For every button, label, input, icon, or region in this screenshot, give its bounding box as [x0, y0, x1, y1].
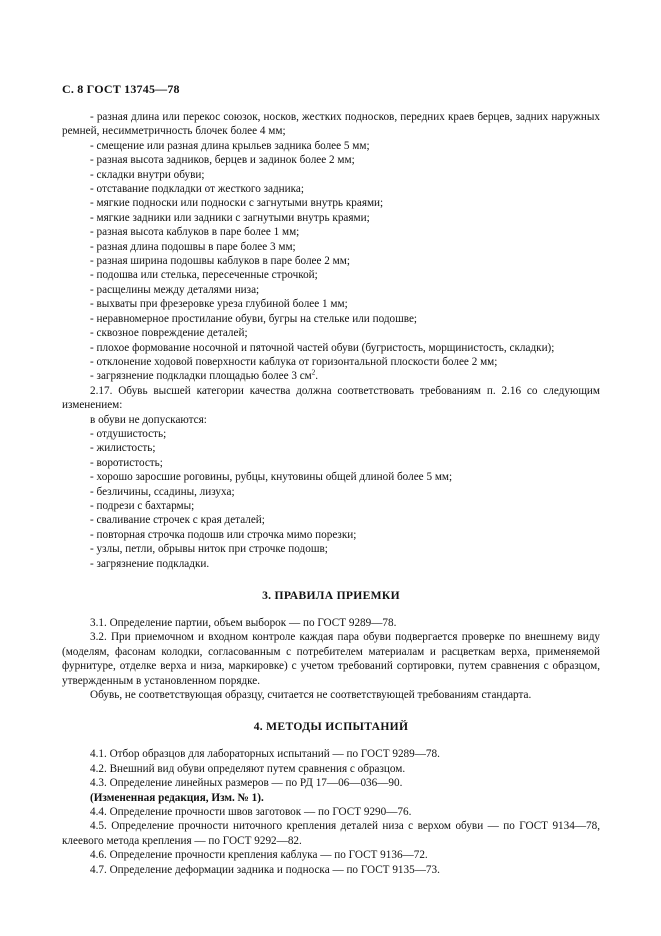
list-item: - разная длина или перекос союзок, носков, жестких подносков, передних краев берцев, задних наружных ремней, несимметричность блочек более 4 мм; [62, 111, 600, 138]
paragraph-not-allowed: в обуви не допускаются: [90, 413, 207, 426]
superscript: 2 [311, 368, 316, 377]
list-item: - разная ширина подошвы каблуков в паре более 2 мм; [90, 255, 350, 268]
list-item: - складки внутри обуви; [90, 168, 205, 181]
paragraph-3-3: Обувь, не соответствующая образцу, считается не соответствующей требованиям стандарта. [90, 689, 532, 702]
list-item: - сваливание строчек с края деталей; [90, 514, 265, 527]
paragraph-4-3: 4.3. Определение линейных размеров — по РД 17—06—036—90. [90, 777, 403, 790]
paragraph-3-1: 3.1. Определение партии, объем выборок — по ГОСТ 9289—78. [90, 617, 397, 629]
list-item: - сквозное повреждение деталей; [90, 327, 248, 340]
amendment-note: (Измененная редакция, Изм. № 1). [90, 791, 264, 804]
section-3-body [62, 616, 600, 702]
list-item: - подрези с бахтармы; [90, 499, 195, 512]
list-item: - отклонение ходовой поверхности каблука от горизонтальной плоскости более 2 мм; [90, 355, 498, 368]
section-3-title: 3. ПРАВИЛА ПРИЕМКИ [262, 589, 400, 602]
list-item: - разная длина подошвы в паре более 3 мм; [90, 240, 296, 253]
paragraph-4-2: 4.2. Внешний вид обуви определяют путем сравнения с образцом. [90, 762, 406, 775]
list-item: - плохое формование носочной и пяточной частей обуви (бугристость, морщинистость, складки); [90, 341, 555, 354]
list-item: - разная высота каблуков в паре более 1 мм; [90, 226, 300, 239]
last-item-text: - загрязнение подкладки площадью более 3 см [90, 370, 312, 383]
last-item-end: . [315, 370, 319, 383]
list-item: - отдушистость; [90, 427, 167, 440]
paragraph-4-4: 4.4. Определение прочности швов заготовок — по ГОСТ 9290—76. [90, 806, 412, 819]
list-item: - смещение или разная длина крыльев задника более 5 мм; [90, 139, 370, 152]
paragraph-4-7: 4.7. Определение деформации задника и подноска — по ГОСТ 9135—73. [90, 863, 440, 876]
list-item: - выхваты при фрезеровке уреза глубиной более 1 мм; [90, 298, 348, 311]
list-item: - воротистость; [90, 456, 163, 469]
list-item: - отставание подкладки от жесткого задника; [90, 183, 304, 196]
list-item: - расщелины между деталями низа; [90, 283, 260, 296]
list-item: - повторная строчка подошв или строчка мимо порезки; [90, 528, 357, 541]
list-item-last [62, 369, 600, 383]
list-item: - жилистость; [90, 442, 156, 455]
list-item: - неравномерное простилание обуви, бугры на стельке или подошве; [90, 312, 418, 325]
paragraph-4-5: 4.5. Определение прочности ниточного крепления деталей низа с верхом обуви — по ГОСТ 9134—78, клеевого метода крепления — по ГОСТ 9292—82. [62, 820, 600, 847]
section-4-title: 4. МЕТОДЫ ИСПЫТАНИЙ [253, 720, 409, 734]
list-item: - подошва или стелька, пересеченные строчкой; [90, 269, 318, 282]
page-header: С. 8 ГОСТ 13745—78 [62, 82, 180, 96]
list-item: - мягкие подноски или подноски с загнутыми внутрь краями; [90, 197, 384, 210]
list-item: - мягкие задники или задники с загнутыми внутрь краями; [90, 211, 370, 224]
section-4-body [62, 747, 600, 877]
document-page [62, 82, 600, 877]
defects-list-1 [62, 110, 600, 571]
list-item: - разная высота задников, берцев и задинок более 2 мм; [90, 154, 355, 167]
paragraph-4-1: 4.1. Отбор образцов для лабораторных испытаний — по ГОСТ 9289—78. [90, 748, 440, 761]
paragraph-2-17: 2.17. Обувь высшей категории качества должна соответствовать требованиям п. 2.16 со следующим изменением: [62, 384, 600, 412]
list-item: - безличины, ссадины, лизуха; [90, 485, 235, 498]
paragraph-3-2: 3.2. При приемочном и входном контроле каждая пара обуви подвергается проверке по внешнему виду (моделям, фасонам колодки, согласованным с потребителем материалам и расцветкам верха, применяемой фурнитуре, отделке верха и низа, маркировке) с учетом требований сортировки, путем сравнения с образцом, утвержденным в установленном порядке. [62, 631, 600, 687]
list-item: - хорошо заросшие роговины, рубцы, кнутовины общей длиной более 5 мм; [90, 471, 453, 484]
list-item: - загрязнение подкладки. [90, 557, 210, 570]
list-item: - узлы, петли, обрывы ниток при строчке подошв; [90, 543, 328, 556]
paragraph-4-6: 4.6. Определение прочности крепления каблука — по ГОСТ 9136—72. [90, 849, 428, 862]
